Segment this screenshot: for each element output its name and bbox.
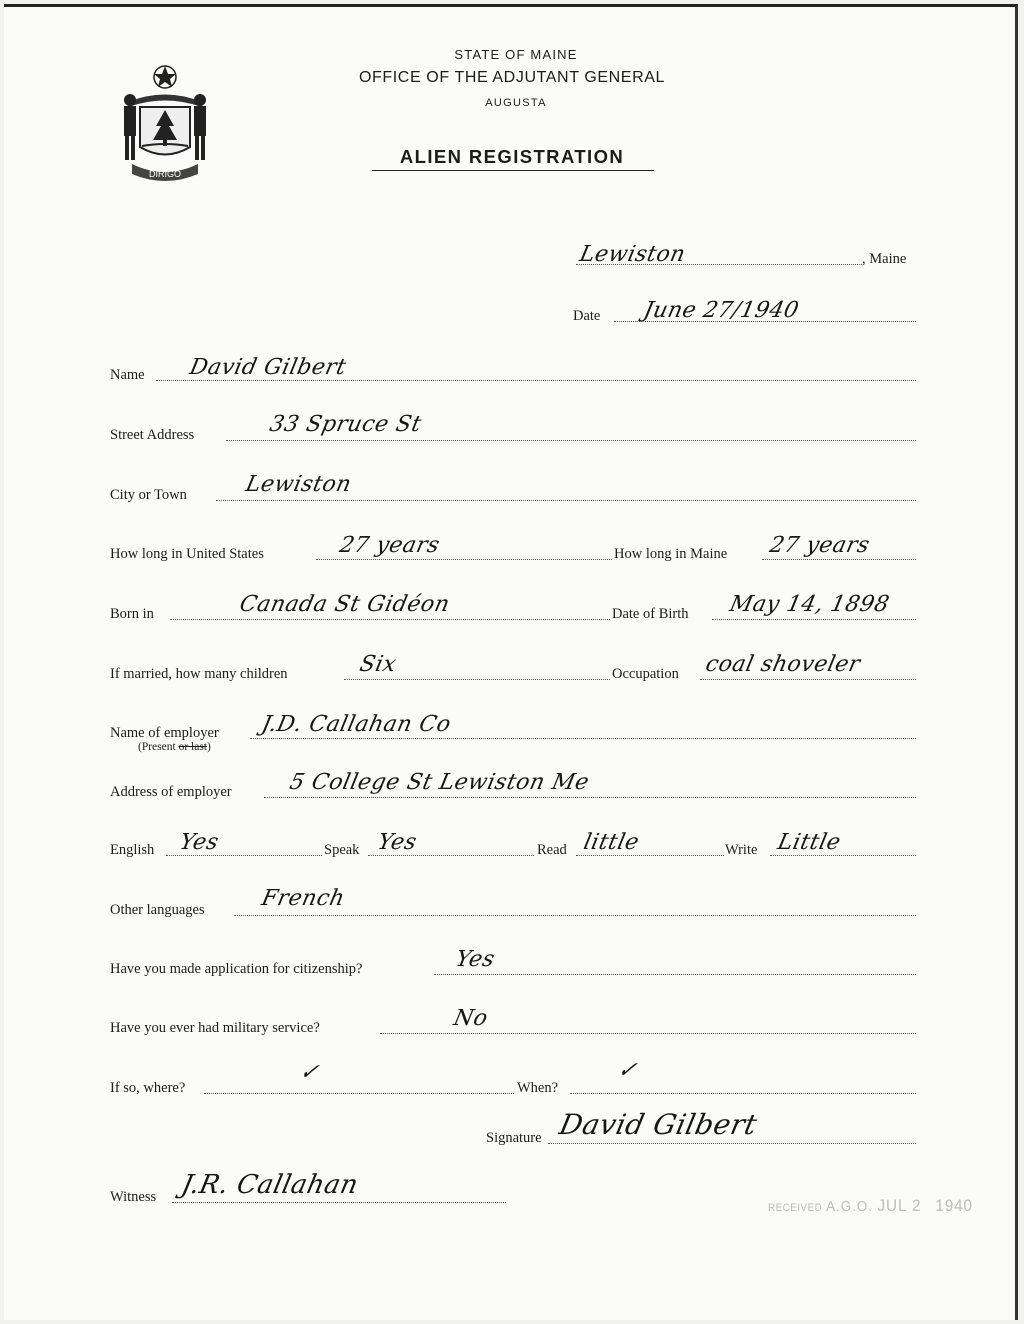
other-languages-line bbox=[234, 915, 916, 916]
children-label: If married, how many children bbox=[110, 666, 288, 682]
city-line bbox=[216, 500, 916, 501]
other-languages-value: French bbox=[259, 886, 348, 911]
employer-sublabel bbox=[138, 741, 211, 753]
citizenship-label: Have you made application for citizenship? bbox=[110, 961, 363, 977]
witness-value: J.R. Callahan bbox=[178, 1170, 361, 1200]
years-us-line bbox=[316, 559, 612, 560]
occupation-value: coal shoveler bbox=[703, 652, 863, 677]
employer-sub-present: (Present bbox=[138, 741, 176, 753]
born-in-label: Born in bbox=[110, 606, 154, 622]
name-label: Name bbox=[110, 367, 145, 383]
occupation-label: Occupation bbox=[612, 666, 679, 682]
street-value: 33 Spruce St bbox=[267, 412, 424, 437]
years-us-value: 27 years bbox=[337, 533, 443, 558]
street-line bbox=[226, 440, 916, 441]
office-heading: OFFICE OF THE ADJUTANT GENERAL bbox=[358, 69, 666, 86]
stamp-received: RECEIVED bbox=[768, 1202, 823, 1214]
employer-address-value: 5 College St Lewiston Me bbox=[287, 770, 592, 795]
occupation-line bbox=[700, 679, 916, 680]
witness-label: Witness bbox=[110, 1189, 157, 1205]
signature-value: David Gilbert bbox=[556, 1108, 761, 1141]
city-heading: AUGUSTA bbox=[485, 97, 547, 109]
employer-line bbox=[250, 738, 916, 739]
employer-address-line bbox=[264, 797, 916, 798]
employer-sub-close: ) bbox=[207, 741, 211, 753]
stamp-year: 1940 bbox=[935, 1196, 973, 1215]
military-line bbox=[380, 1033, 916, 1034]
dob-line bbox=[712, 619, 916, 620]
when-value: ✓ bbox=[615, 1058, 640, 1083]
stamp-office: A.G.O. bbox=[826, 1198, 873, 1215]
read-label: Read bbox=[537, 842, 567, 858]
years-maine-line bbox=[762, 559, 916, 560]
form-title: ALIEN REGISTRATION bbox=[399, 146, 625, 167]
children-value: Six bbox=[357, 652, 399, 677]
signature-label: Signature bbox=[486, 1130, 542, 1146]
street-label: Street Address bbox=[110, 427, 195, 443]
city-label: City or Town bbox=[110, 487, 187, 503]
speak-line bbox=[368, 855, 534, 856]
read-value: little bbox=[581, 830, 642, 855]
other-languages-label: Other languages bbox=[110, 902, 205, 918]
years-maine-label: How long in Maine bbox=[614, 546, 728, 562]
dob-value: May 14, 1898 bbox=[727, 592, 892, 617]
when-label: When? bbox=[517, 1080, 559, 1096]
when-line bbox=[570, 1093, 916, 1094]
signature-line bbox=[548, 1143, 916, 1144]
where-line bbox=[204, 1093, 514, 1094]
years-maine-value: 27 years bbox=[767, 533, 873, 558]
date-label: Date bbox=[573, 308, 601, 324]
citizenship-line bbox=[434, 974, 916, 975]
title-underline bbox=[372, 170, 654, 171]
write-line bbox=[770, 855, 916, 856]
children-line bbox=[344, 679, 610, 680]
place-suffix: , Maine bbox=[862, 251, 907, 267]
born-in-value: Canada St Gidéon bbox=[237, 592, 453, 617]
years-us-label: How long in United States bbox=[110, 546, 264, 562]
write-value: Little bbox=[775, 830, 844, 855]
employer-label: Name of employer bbox=[110, 725, 219, 741]
write-label: Write bbox=[725, 842, 758, 858]
where-value: ✓ bbox=[297, 1060, 322, 1085]
city-value: Lewiston bbox=[243, 472, 354, 497]
speak-label: Speak bbox=[324, 842, 360, 858]
place-value: Lewiston bbox=[577, 242, 688, 267]
received-stamp bbox=[768, 1196, 973, 1216]
born-in-line bbox=[170, 619, 610, 620]
citizenship-value: Yes bbox=[453, 947, 498, 972]
seal-motto: DIRIGO bbox=[148, 169, 182, 179]
where-label: If so, where? bbox=[110, 1080, 186, 1096]
read-line bbox=[576, 855, 724, 856]
name-value: David Gilbert bbox=[187, 355, 349, 380]
state-heading: STATE OF MAINE bbox=[454, 47, 578, 62]
speak-value: Yes bbox=[375, 830, 420, 855]
stamp-date: JUL 2 bbox=[877, 1196, 922, 1215]
dob-label: Date of Birth bbox=[612, 606, 689, 622]
english-label: English bbox=[110, 842, 155, 858]
name-line bbox=[156, 380, 916, 381]
witness-line bbox=[172, 1202, 506, 1203]
employer-sub-or-last: or last bbox=[178, 741, 207, 753]
date-value: June 27/1940 bbox=[641, 298, 802, 323]
employer-address-label: Address of employer bbox=[110, 784, 232, 800]
military-label: Have you ever had military service? bbox=[110, 1020, 320, 1036]
english-value: Yes bbox=[177, 830, 222, 855]
english-line bbox=[166, 855, 322, 856]
employer-value: J.D. Callahan Co bbox=[259, 712, 454, 737]
military-value: No bbox=[451, 1006, 491, 1031]
form-sheet bbox=[4, 4, 1018, 1320]
